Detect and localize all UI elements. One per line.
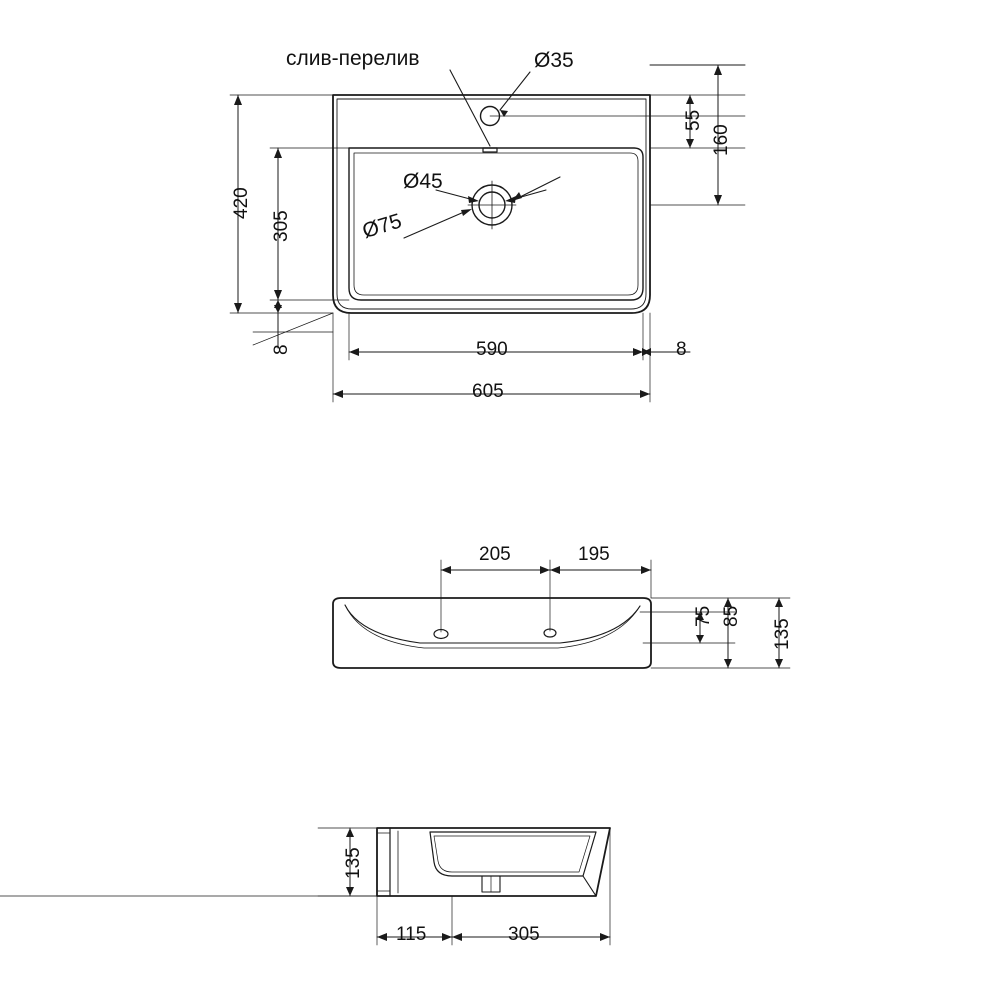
label-overflow: слив-перелив	[286, 47, 420, 70]
dim-label-8-front: 8	[271, 344, 292, 355]
label-drain-dia45: Ø45	[403, 170, 443, 193]
dim-label-195: 195	[578, 544, 610, 565]
dim-label-85: 85	[721, 605, 742, 627]
dim-205	[441, 566, 550, 574]
label-drain-dia75: Ø75	[359, 209, 405, 244]
dim-label-205: 205	[479, 544, 511, 565]
dim-label-115: 115	[396, 924, 427, 945]
top-view-outline	[333, 95, 650, 313]
dim-label-8-side: 8	[676, 339, 687, 360]
side-view-outline	[0, 828, 610, 896]
dim-label-420: 420	[231, 187, 252, 219]
dim-label-160: 160	[711, 124, 732, 156]
dim-label-135-front: 135	[772, 618, 793, 650]
dim-label-590: 590	[476, 339, 508, 360]
front-view-holes	[434, 629, 556, 639]
dim-label-75: 75	[693, 605, 714, 627]
front-view-outline	[333, 598, 651, 668]
label-tap-hole-dia35: Ø35	[534, 49, 574, 72]
side-ext-lines	[318, 828, 610, 945]
dim-label-135-side: 135	[343, 847, 364, 879]
dim-8-front	[274, 300, 282, 348]
dim-label-305-top: 305	[271, 210, 292, 242]
dim-label-605: 605	[472, 381, 504, 402]
dim-label-55: 55	[683, 109, 704, 131]
dim-195	[550, 566, 651, 574]
dim-label-305-side: 305	[508, 924, 540, 945]
